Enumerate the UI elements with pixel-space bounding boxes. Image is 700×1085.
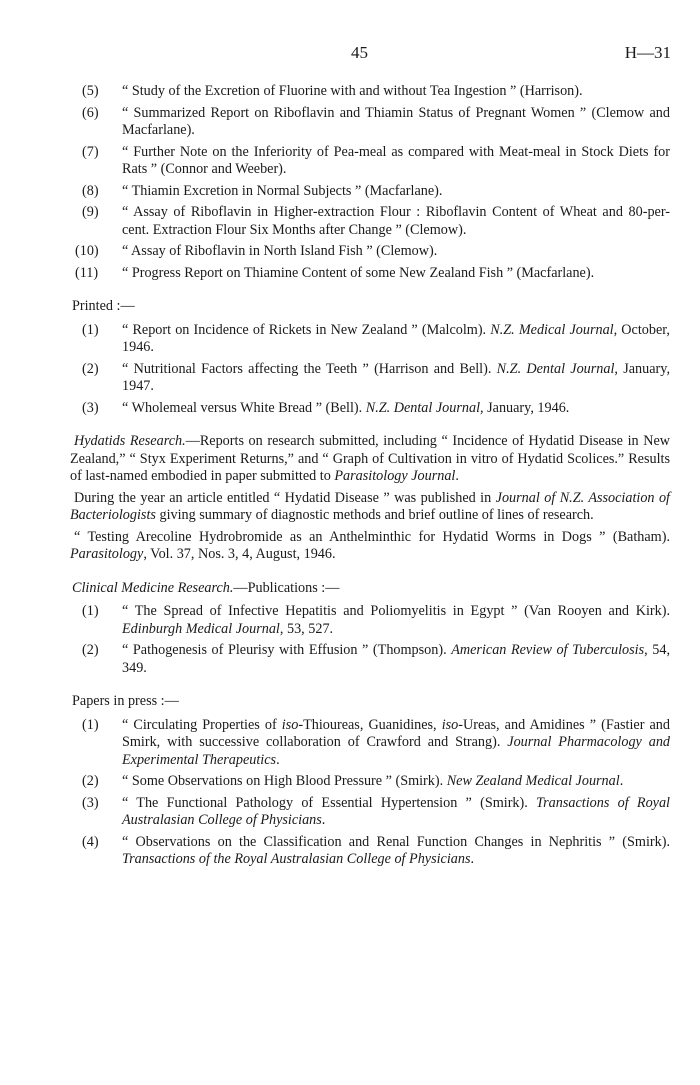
hydatids-paragraph-2: During the year an article entitled “ Hydatid Disease ” was published in Journal of N.Z. Association of Bacteriologists giving summary of diagnostic methods and brief outline of lines of research. — [70, 489, 670, 523]
clinical-list — [70, 603, 670, 677]
section-heading: Hydatids Research. — [74, 433, 186, 449]
page-body — [70, 83, 670, 873]
list-item: (5) “ Study of the Excretion of Fluorine with and without Tea Ingestion ” (Harrison). — [82, 83, 583, 99]
page-number: 45 — [351, 43, 368, 62]
hydatids-paragraph: Hydatids Research.—Reports on research submitted, including “ Incidence of Hydatid Disease in New Zealand,” “ Styx Experiment Returns,” and “ Graph of Cultivation in vitro of Hydatid Scolices.” Results of last-named embodied in paper submitted to Parasitology Journal. — [70, 433, 670, 484]
papers-list — [70, 717, 670, 869]
list-item: (10) “ Assay of Riboflavin in North Island Fish ” (Clemow). — [75, 243, 438, 259]
list-item: (1) “ Report on Incidence of Rickets in New Zealand ” (Malcolm). N.Z. Medical Journal, October, 1946. — [82, 321, 670, 355]
list-item: (11) “ Progress Report on Thiamine Content of some New Zealand Fish ” (Macfarlane). — [75, 264, 595, 281]
list-item: (4) “ Observations on the Classification and Renal Function Changes in Nephritis ” (Smirk). Transactions of the Royal Australasian College of Physicians. — [82, 833, 670, 867]
clinical-heading: Clinical Medicine Research.—Publications :— — [72, 579, 340, 596]
list-item: (2) “ Some Observations on High Blood Pressure ” (Smirk). New Zealand Medical Journal. — [82, 773, 624, 789]
page-header — [0, 44, 700, 64]
printed-label: Printed :— — [72, 298, 135, 314]
hydatids-paragraph-3: “ Testing Arecoline Hydrobromide as an Anthelminthic for Hydatid Worms in Dogs ” (Batham). Parasitology, Vol. 37, Nos. 3, 4, August, 1946. — [70, 528, 670, 562]
list-item: (8) “ Thiamin Excretion in Normal Subjects ” (Macfarlane). — [82, 182, 443, 199]
list-item: (3) “ Wholemeal versus White Bread ” (Bell). N.Z. Dental Journal, January, 1946. — [82, 399, 570, 416]
list-item: (1) “ The Spread of Infective Hepatitis and Poliomyelitis in Egypt ” (Van Rooyen and Kirk). Edinburgh Medical Journal, 53, 527. — [82, 603, 670, 637]
printed-list — [70, 322, 670, 418]
list-item: (9) “ Assay of Riboflavin in Higher-extraction Flour : Riboflavin Content of Wheat and 80-per-cent. Extraction Flour Six Months after Change ” (Clemow). — [82, 204, 670, 238]
list-item: (3) “ The Functional Pathology of Essential Hypertension ” (Smirk). Transactions of Royal Australasian College of Physicians. — [82, 794, 670, 828]
document-code: H—31 — [624, 43, 671, 62]
list-item: (6) “ Summarized Report on Riboflavin and Thiamin Status of Pregnant Women ” (Clemow and Macfarlane). — [82, 104, 670, 138]
list-item: (2) “ Pathogenesis of Pleurisy with Effusion ” (Thompson). American Review of Tuberculosis, 54, 349. — [82, 642, 671, 676]
list-item: (2) “ Nutritional Factors affecting the Teeth ” (Harrison and Bell). N.Z. Dental Journal, January, 1947. — [82, 360, 670, 394]
list-item: (7) “ Further Note on the Inferiority of Pea-meal as compared with Meat-meal in Stock Diets for Rats ” (Connor and Weeber). — [82, 143, 670, 177]
reports-list — [70, 83, 670, 282]
papers-label: Papers in press :— — [72, 693, 179, 709]
list-item: (1) “ Circulating Properties of iso-Thioureas, Guanidines, iso-Ureas, and Amidines ” (Fastier and Smirk, with successive collaboration of Crawford and Strang). Journal Pharmacology and Experimental Therapeutics. — [82, 716, 671, 768]
